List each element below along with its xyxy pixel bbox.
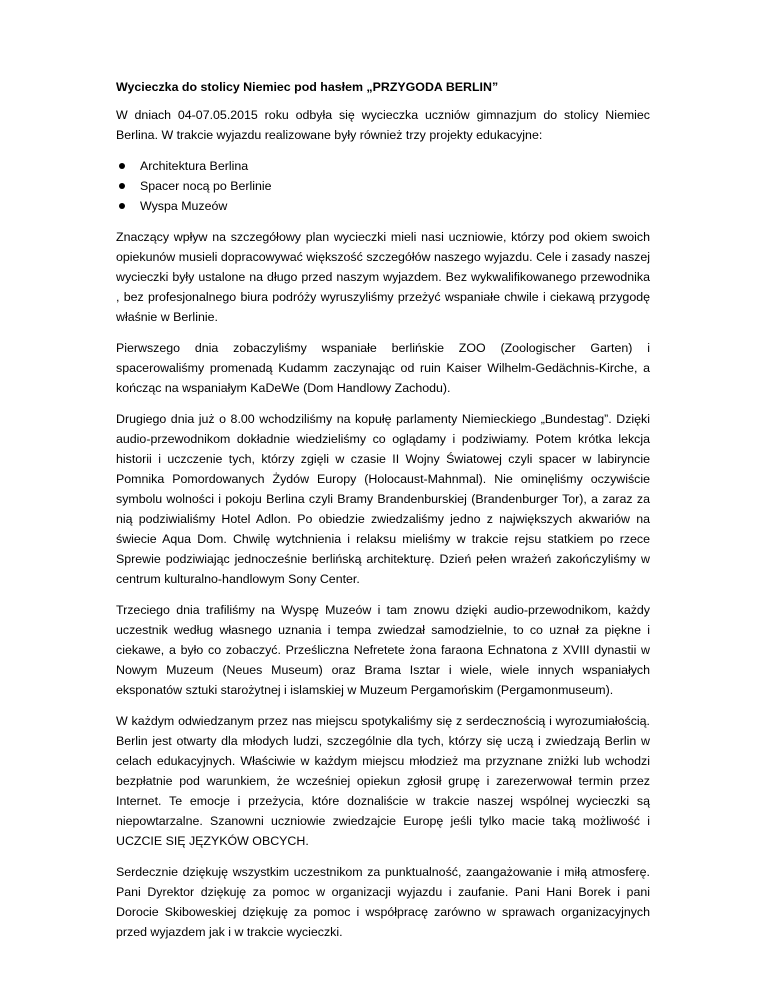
list-item <box>116 196 650 216</box>
paragraph-impressions: W każdym odwiedzanym przez nas miejscu spotykaliśmy się z serdecznością i wyrozumiałością. Berlin jest otwarty dla młodych ludzi, szczególnie dla tych, którzy się uczą i zwiedzają Berlin w celach edukacyjnych. Właściwie w każdym miejscu młodzież ma przyznane zniżki lub wchodzi bezpłatnie pod warunkiem, że wcześniej opiekun zgłosił grupę i zarezerwował termin przez Internet. Te emocje i przeżycia, które doznaliście w trakcie naszej wspólnej wycieczki są niepowtarzalne. Szanowni uczniowie zwiedzajcie Europę jeśli tylko macie taką możliwość i UCZCIE SIĘ JĘZYKÓW OBCYCH. <box>116 714 650 848</box>
paragraph-day-two: Drugiego dnia już o 8.00 wchodziliśmy na kopułę parlamenty Niemieckiego „Bundestag”. Dzięki audio-przewodnikom dokładnie wiedzieliśmy co oglądamy i podziwiamy. Potem krótka lekcja historii i uczczenie tych, którzy zgięli w czasie II Wojny Światowej czyli spacer w labiryncie Pomnika Pomordowanych Żydów Europy (Holocaust-Mahnmal). Nie ominęliśmy oczywiście symbolu wolności i pokoju Berlina czyli Bramy Brandenburskiej (Brandenburger Tor), a zaraz za nią podziwialiśmy Hotel Adlon. Po obiedzie zwiedzaliśmy jedno z największych akwariów na świecie Aqua Dom. Chwilę wytchnienia i relaksu mieliśmy w trakcie rejsu statkiem po rzece Sprewie podziwiając jednocześnie berlińską architekturę. Dzień pełen wrażeń zakończyliśmy w centrum kulturalno-handlowym Sony Center. <box>116 412 650 586</box>
document-title: Wycieczka do stolicy Niemiec pod hasłem „PRZYGODA BERLIN” <box>116 80 499 94</box>
document-page <box>116 77 650 953</box>
projects-list <box>116 156 650 216</box>
list-item <box>116 156 650 176</box>
paragraph-planning: Znaczący wpływ na szczegółowy plan wycieczki mieli nasi uczniowie, którzy pod okiem swoich opiekunów musieli dopracowywać większość szczegółów naszego wyjazdu. Cele i zasady naszej wycieczki były ustalone na długo przed naszym wyjazdem. Bez wykwalifikowanego przewodnika , bez profesjonalnego biura podróży wyruszyliśmy przeżyć wspaniałe chwile i ciekawą przygodę właśnie w Berlinie. <box>116 230 650 324</box>
list-item <box>116 176 650 196</box>
paragraph-day-three: Trzeciego dnia trafiliśmy na Wyspę Muzeów i tam znowu dzięki audio-przewodnikom, każdy uczestnik według własnego uznania i tempa zwiedzał samodzielnie, to co uznał za piękne i ciekawe, a było co zobaczyć. Prześliczna Nefretete żona faraona Echnatona z XVIII dynastii w Nowym Muzeum (Neues Museum) oraz Brama Isztar i wiele, wiele innych wspaniałych eksponatów sztuki starożytnej i islamskiej w Muzeum Pergamońskim (Pergamonmuseum). <box>116 603 650 697</box>
bullet-icon <box>119 183 125 189</box>
paragraph-thanks: Serdecznie dziękuję wszystkim uczestnikom za punktualność, zaangażowanie i miłą atmosferę. Pani Dyrektor dziękuję za pomoc w organizacji wyjazdu i zaufanie. Pani Hani Borek i pani Dorocie Skiboweskiej dziękuję za pomoc i współpracę zarówno w sprawach organizacyjnych przed wyjazdem jak i w trakcie wycieczki. <box>116 865 650 939</box>
paragraph-day-one: Pierwszego dnia zobaczyliśmy wspaniałe berlińskie ZOO (Zoologischer Garten) i spacerowaliśmy promenadą Kudamm zaczynając od ruin Kaiser Wilhelm-Gedächnis-Kirche, a kończąc na wspaniałym KaDeWe (Dom Handlowy Zachodu). <box>116 341 650 395</box>
list-item-label: Wyspa Muzeów <box>140 199 228 213</box>
list-item-label: Architektura Berlina <box>140 159 249 173</box>
bullet-icon <box>119 203 125 209</box>
intro-paragraph: W dniach 04-07.05.2015 roku odbyła się wycieczka uczniów gimnazjum do stolicy Niemiec Berlina. W trakcie wyjazdu realizowane były również trzy projekty edukacyjne: <box>116 108 650 142</box>
list-item-label: Spacer nocą po Berlinie <box>140 179 272 193</box>
bullet-icon <box>119 163 125 169</box>
